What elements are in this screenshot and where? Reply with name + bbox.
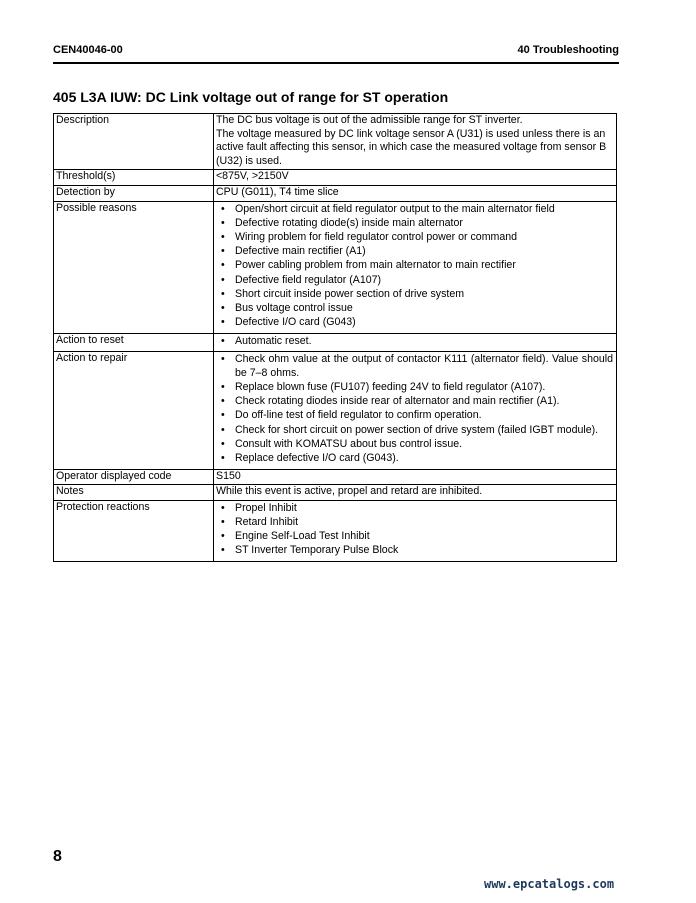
bullet-list — [216, 353, 614, 465]
row-value: <875V, >2150V — [214, 170, 617, 186]
bullet-item: • Defective field regulator (A107) — [216, 274, 614, 288]
bullet-item: • Defective rotating diode(s) inside main alternator — [216, 217, 614, 231]
bullet-item: • Check rotating diodes inside rear of alternator and main rectifier (A1). — [216, 395, 614, 409]
bullet-item: • Retard Inhibit — [216, 516, 614, 530]
bullet-item: • Engine Self-Load Test Inhibit — [216, 530, 614, 544]
row-value — [214, 201, 617, 333]
bullet-item: • Defective I/O card (G043) — [216, 316, 614, 330]
row-label: Action to repair — [54, 352, 214, 469]
bullet-item: • Bus voltage control issue — [216, 302, 614, 316]
row-label: Notes — [54, 485, 214, 501]
bullet-item: • Replace blown fuse (FU107) feeding 24V to field regulator (A107). — [216, 381, 614, 395]
table-row-description — [54, 114, 617, 170]
bullet-item: • Do off-line test of field regulator to confirm operation. — [216, 409, 614, 423]
fault-code-table — [53, 113, 617, 562]
row-value — [214, 114, 617, 170]
table-row-protection — [54, 500, 617, 561]
bullet-list — [216, 502, 614, 558]
page-title: 405 L3A IUW: DC Link voltage out of range for ST operation — [53, 89, 449, 105]
table-row-detection — [54, 185, 617, 201]
document-id: CEN40046-00 — [53, 44, 123, 56]
section-title: 40 Troubleshooting — [517, 44, 619, 56]
bullet-item: • Consult with KOMATSU about bus control issue. — [216, 438, 614, 452]
header-divider — [53, 62, 619, 64]
row-value — [214, 500, 617, 561]
row-label: Action to reset — [54, 333, 214, 352]
row-value — [214, 352, 617, 469]
bullet-item: • Check for short circuit on power section of drive system (failed IGBT module). — [216, 424, 614, 438]
row-label: Operator displayed code — [54, 469, 214, 485]
table-row-action-repair — [54, 352, 617, 469]
row-value: While this event is active, propel and retard are inhibited. — [214, 485, 617, 501]
bullet-item: • Automatic reset. — [216, 335, 614, 349]
row-value: CPU (G011), T4 time slice — [214, 185, 617, 201]
row-label: Possible reasons — [54, 201, 214, 333]
row-value — [214, 333, 617, 352]
row-value: S150 — [214, 469, 617, 485]
table-row-notes — [54, 485, 617, 501]
description-line: The voltage measured by DC link voltage sensor A (U31) is used unless there is an active fault affecting this sensor, in which case the measured voltage from sensor B (U32) is used. — [216, 127, 607, 167]
row-label: Protection reactions — [54, 500, 214, 561]
bullet-item: • Power cabling problem from main alternator to main rectifier — [216, 259, 614, 273]
bullet-item: • Short circuit inside power section of drive system — [216, 288, 614, 302]
watermark-link[interactable]: www.epcatalogs.com — [484, 877, 615, 891]
bullet-item: • ST Inverter Temporary Pulse Block — [216, 544, 614, 558]
bullet-item: • Wiring problem for field regulator control power or command — [216, 231, 614, 245]
row-label: Detection by — [54, 185, 214, 201]
bullet-list — [216, 203, 614, 330]
bullet-item: • Check ohm value at the output of contactor K111 (alternator field). Value should be 7–8 ohms. — [216, 353, 614, 380]
bullet-item: • Replace defective I/O card (G043). — [216, 452, 614, 466]
description-line: The DC bus voltage is out of the admissible range for ST inverter. — [216, 114, 523, 126]
table-row-thresholds — [54, 170, 617, 186]
row-label: Threshold(s) — [54, 170, 214, 186]
bullet-item: • Open/short circuit at field regulator output to the main alternator field — [216, 203, 614, 217]
page-number: 8 — [53, 848, 62, 865]
bullet-item: • Propel Inhibit — [216, 502, 614, 516]
table-row-action-reset — [54, 333, 617, 352]
bullet-item: • Defective main rectifier (A1) — [216, 245, 614, 259]
page-header — [53, 44, 619, 63]
table-row-operator-code — [54, 469, 617, 485]
table-row-possible-reasons — [54, 201, 617, 333]
row-label: Description — [54, 114, 214, 170]
bullet-list — [216, 335, 614, 349]
